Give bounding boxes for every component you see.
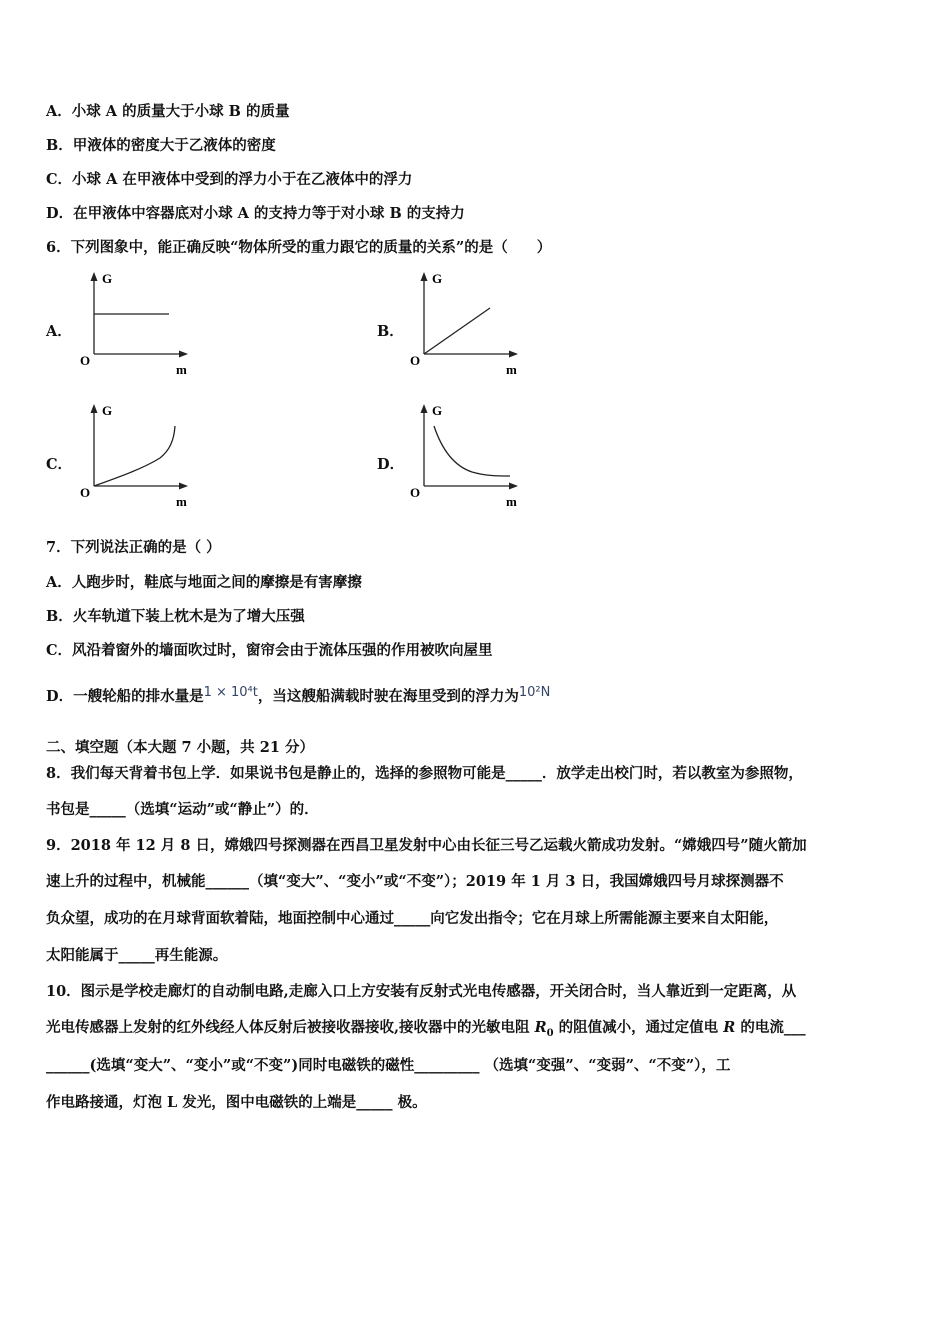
graph-b-origin: O	[410, 353, 421, 368]
graph-a-x-label: m	[176, 362, 187, 377]
graph-d-y-label: G	[432, 403, 443, 418]
q10-line-4: 作电路接通，灯泡 L 发光，图中电磁铁的上端是_____ 极。	[46, 1094, 427, 1111]
graph-d-origin: O	[410, 485, 421, 500]
graph-b-curve	[424, 308, 490, 354]
graph-d-curve	[434, 426, 510, 476]
q6-label-a: A．	[46, 323, 72, 340]
r0-subscript: 0	[546, 1027, 554, 1039]
r0-symbol: R	[534, 1019, 547, 1036]
q5-option-a: A．小球 A 的质量大于小球 B 的质量	[46, 103, 290, 120]
q7-option-c: C．风沿着窗外的墙面吹过时，窗帘会由于流体压强的作用被吹向屋里	[46, 642, 493, 659]
q7-option-b: B．火车轨道下装上枕木是为了增大压强	[46, 608, 305, 625]
q10-line-2-mid: 的阻值减小，通过定值电	[553, 1019, 724, 1036]
q7-option-a: A．人跑步时，鞋底与地面之间的摩擦是有害摩擦	[46, 574, 362, 591]
q7-stem: 7．下列说法正确的是（ ）	[46, 539, 221, 556]
q5-option-b: B．甲液体的密度大于乙液体的密度	[46, 137, 276, 154]
graph-d-x-label: m	[506, 494, 517, 509]
q7-option-d-pre: D．一艘轮船的排水量是	[46, 688, 204, 705]
graph-b-y-label: G	[432, 271, 443, 286]
q5-option-c: C．小球 A 在甲液体中受到的浮力小于在乙液体中的浮力	[46, 171, 413, 188]
graph-c-origin: O	[80, 485, 91, 500]
graph-c-x-label: m	[176, 494, 187, 509]
section-2-title: 二、填空题（本大题 7 小题，共 21 分）	[46, 739, 314, 756]
r-symbol: R	[723, 1019, 736, 1036]
q9-line-4: 太阳能属于_____再生能源。	[46, 947, 228, 964]
q6-label-c: C．	[46, 456, 73, 473]
q10-line-3: ______(选填“变大”、“变小”或“不变”)同时电磁铁的磁性_________ （选填“变强”、“变弱”、“不变”），工	[46, 1057, 731, 1074]
q8-line-1: 8．我们每天背着书包上学．如果说书包是静止的，选择的参照物可能是_____．放学走出校门时，若以教室为参照物，	[46, 765, 803, 782]
buoyancy-value: 10²N	[518, 685, 551, 700]
q7-option-d	[46, 687, 550, 708]
q5-option-d: D．在甲液体中容器底对小球 A 的支持力等于对小球 B 的支持力	[46, 205, 465, 222]
graph-c-curve	[94, 426, 175, 486]
q10-line-2-post: 的电流___	[735, 1019, 806, 1036]
q10-line-2-pre: 光电传感器上发射的红外线经人体反射后被接收器接收,接收器中的光敏电阻	[46, 1019, 535, 1036]
q9-line-1: 9．2018 年 12 月 8 日，嫦娥四号探测器在西昌卫星发射中心由长征三号乙运载火箭成功发射。“嫦娥四号”随火箭加	[46, 837, 807, 854]
graph-c-y-label: G	[102, 403, 113, 418]
q8-line-2: 书包是_____（选填“运动”或“静止”）的．	[46, 801, 319, 818]
q6-graph-c	[72, 400, 202, 512]
q10-line-2	[46, 1018, 806, 1044]
q10-line-1: 10．图示是学校走廊灯的自动制电路,走廊入口上方安装有反射式光电传感器，开关闭合时，当人靠近到一定距离，从	[46, 983, 797, 1000]
q9-line-2: 速上升的过程中，机械能______（填“变大”、“变小”或“不变”）；2019 年 1 月 3 日，我国嫦娥四号月球探测器不	[46, 873, 784, 890]
q6-graph-a	[72, 268, 202, 380]
q9-line-3: 负众望，成功的在月球背面软着陆，地面控制中心通过_____向它发出指令；它在月球上所需能源主要来自太阳能，	[46, 910, 779, 927]
q7-option-d-mid: ，当这艘船满载时驶在海里受到的浮力为	[257, 688, 519, 705]
q6-graph-b	[402, 268, 532, 380]
q6-graph-d	[402, 400, 532, 512]
q6-label-b: B．	[377, 323, 404, 340]
graph-a-origin: O	[80, 353, 91, 368]
q6-stem: 6．下列图象中，能正确反映“物体所受的重力跟它的质量的关系”的是（ ）	[46, 239, 552, 256]
graph-b-x-label: m	[506, 362, 517, 377]
graph-a-y-label: G	[102, 271, 113, 286]
q6-label-d: D．	[377, 456, 405, 473]
displacement-value: 1 × 10⁴t	[203, 685, 258, 700]
